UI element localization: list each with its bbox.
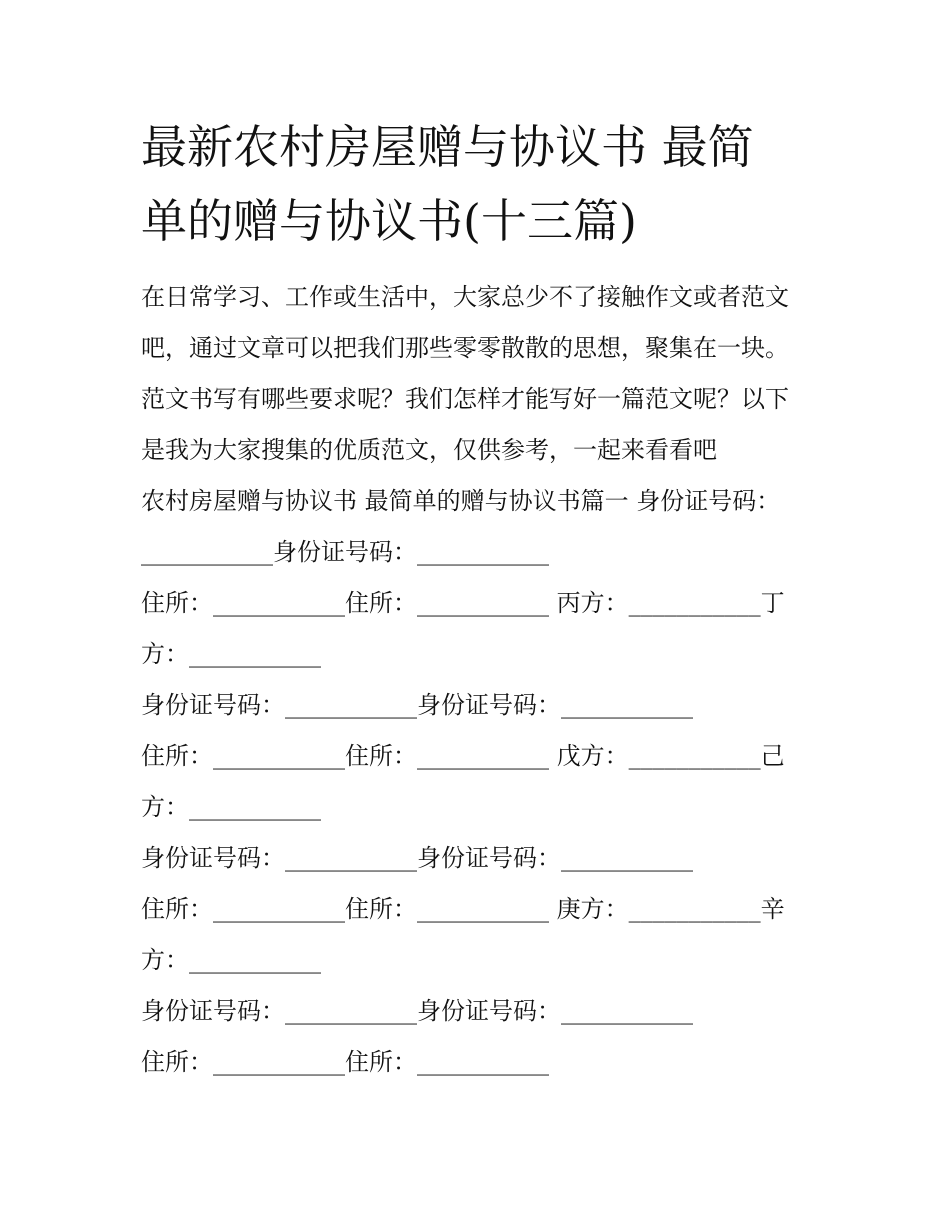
id-number-line: 身份证号码：___________身份证号码：___________ — [141, 844, 693, 872]
id-number-blank-line: ___________身份证号码：___________ — [141, 538, 549, 566]
address-line: 住所：___________住所：___________ 庚方：___________辛 — [141, 895, 785, 923]
id-number-line: 身份证号码：___________身份证号码：___________ — [141, 997, 693, 1025]
body-line-3: 范文书写有哪些要求呢？我们怎样才能写好一篇范文呢？以下 — [141, 385, 789, 413]
title-line-2: 单的赠与协议书(十三篇) — [141, 194, 637, 248]
party-blank-line: 方：___________ — [141, 946, 321, 974]
address-line: 住所：___________住所：___________ — [141, 1048, 549, 1076]
title-line-1: 最新农村房屋赠与协议书 最简 — [141, 120, 754, 174]
document-body — [141, 272, 813, 1088]
address-line: 住所：___________住所：___________ 戊方：___________己 — [141, 742, 785, 770]
document-title — [141, 110, 813, 258]
document-content — [141, 110, 813, 1088]
body-line-4: 是我为大家搜集的优质范文，仅供参考，一起来看看吧 — [141, 436, 717, 464]
address-line: 住所：___________住所：___________ 丙方：___________丁 — [141, 589, 785, 617]
id-number-line: 身份证号码：___________身份证号码：___________ — [141, 691, 693, 719]
body-line-1: 在日常学习、工作或生活中，大家总少不了接触作文或者范文 — [141, 283, 789, 311]
section-heading-line: 农村房屋赠与协议书 最简单的赠与协议书篇一 身份证号码： — [141, 487, 781, 515]
party-blank-line: 方：___________ — [141, 793, 321, 821]
party-blank-line: 方：___________ — [141, 640, 321, 668]
body-line-2: 吧，通过文章可以把我们那些零零散散的思想，聚集在一块。 — [141, 334, 789, 362]
